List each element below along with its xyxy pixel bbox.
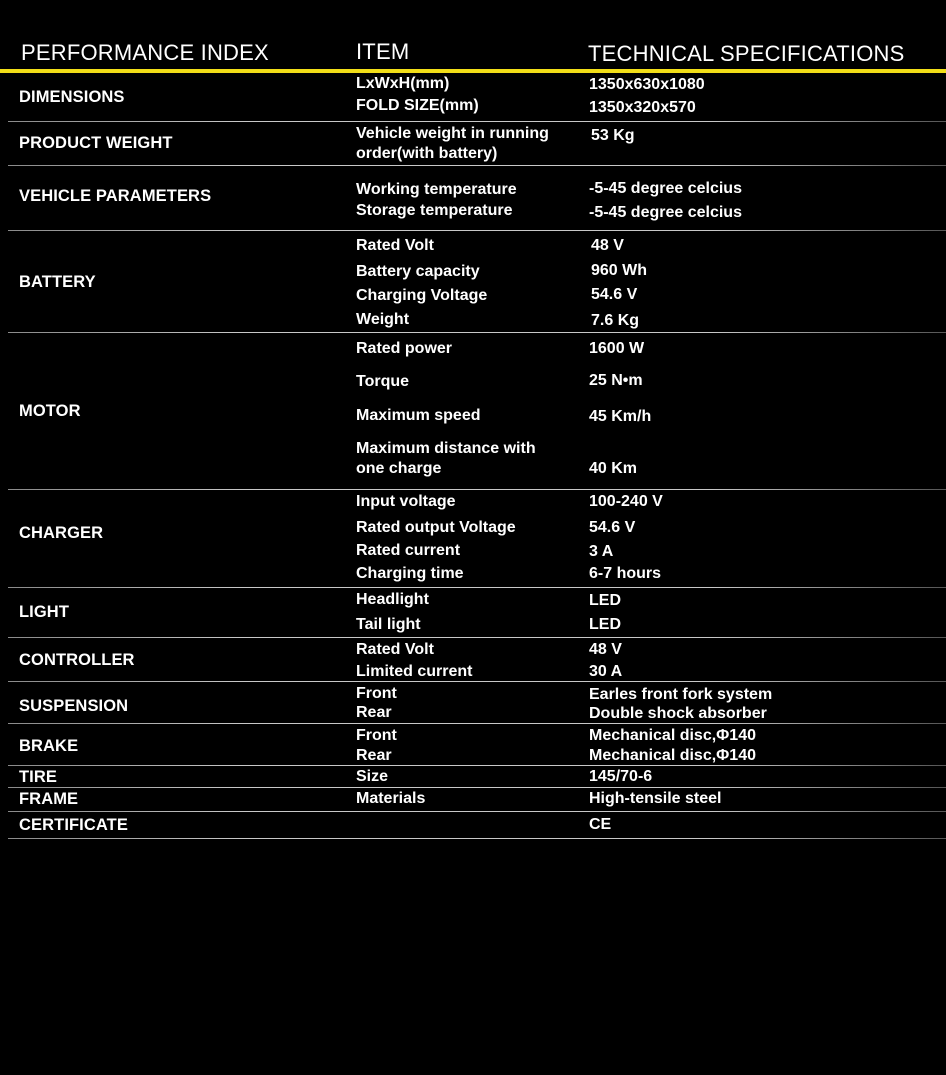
- spec-value: 1600 W: [589, 340, 645, 357]
- header-technical-specifications: TECHNICAL SPECIFICATIONS: [588, 41, 905, 66]
- category-dimensions: DIMENSIONS: [19, 88, 125, 106]
- category-certificate: CERTIFICATE: [19, 816, 128, 834]
- spec-item: Maximum distance with: [356, 440, 536, 457]
- spec-item: Size: [356, 768, 389, 785]
- spec-value: -5-45 degree celcius: [589, 204, 742, 221]
- spec-item: Rear: [356, 747, 392, 764]
- row-separator: [8, 723, 946, 724]
- spec-item: Rated Volt: [356, 237, 434, 254]
- spec-value: 960 Wh: [591, 262, 648, 279]
- spec-value: LED: [589, 616, 621, 633]
- spec-item: Materials: [356, 790, 426, 807]
- spec-value: 30 A: [589, 663, 623, 680]
- spec-value: 48 V: [591, 237, 624, 254]
- spec-value: 145/70-6: [589, 768, 653, 785]
- spec-value: High-tensile steel: [589, 790, 722, 807]
- category-brake: BRAKE: [19, 737, 79, 755]
- spec-value: 54.6 V: [589, 519, 636, 536]
- spec-item: Headlight: [356, 591, 429, 608]
- spec-item: Torque: [356, 373, 410, 390]
- spec-value: 1350x320x570: [589, 99, 696, 116]
- spec-item: Charging Voltage: [356, 287, 488, 304]
- spec-item: Rear: [356, 704, 392, 721]
- spec-item: Front: [356, 727, 397, 744]
- category-charger: CHARGER: [19, 524, 104, 542]
- category-motor: MOTOR: [19, 402, 81, 420]
- spec-item: Maximum speed: [356, 407, 481, 424]
- spec-item: Battery capacity: [356, 263, 480, 280]
- spec-item: Input voltage: [356, 493, 456, 510]
- category-product-weight: PRODUCT WEIGHT: [19, 134, 173, 152]
- spec-item: Working temperature: [356, 181, 517, 198]
- row-separator: [8, 332, 946, 333]
- row-separator: [8, 681, 946, 682]
- header-performance-index: PERFORMANCE INDEX: [21, 40, 269, 65]
- spec-item: Rated output Voltage: [356, 519, 516, 536]
- spec-item: one charge: [356, 460, 442, 477]
- row-separator: [8, 838, 946, 839]
- spec-value: 6-7 hours: [589, 565, 662, 582]
- row-separator: [8, 489, 946, 490]
- spec-value: Double shock absorber: [589, 705, 767, 722]
- spec-value: 25 N•m: [589, 372, 643, 389]
- spec-item: Limited current: [356, 663, 473, 680]
- spec-item: FOLD SIZE(mm): [356, 97, 479, 114]
- spec-item: Rated Volt: [356, 641, 434, 658]
- spec-item: Vehicle weight in running: [356, 125, 549, 142]
- category-suspension: SUSPENSION: [19, 697, 129, 715]
- spec-value: Mechanical disc,Φ140: [589, 727, 756, 744]
- category-vehicle-parameters: VEHICLE PARAMETERS: [19, 187, 212, 205]
- spec-value: 40 Km: [589, 460, 638, 477]
- spec-item: order(with battery): [356, 145, 498, 162]
- spec-value: Earles front fork system: [589, 686, 773, 703]
- category-tire: TIRE: [19, 768, 57, 786]
- spec-value: 3 A: [589, 543, 614, 560]
- spec-item: LxWxH(mm): [356, 75, 450, 92]
- spec-item: Charging time: [356, 565, 464, 582]
- spec-value: 53 Kg: [591, 127, 635, 144]
- row-separator: [8, 165, 946, 166]
- row-separator: [8, 230, 946, 231]
- row-separator: [8, 637, 946, 638]
- spec-value: LED: [589, 592, 621, 609]
- row-separator: [8, 787, 946, 788]
- spec-value: 7.6 Kg: [591, 312, 640, 329]
- category-battery: BATTERY: [19, 273, 96, 291]
- spec-value: 48 V: [589, 641, 622, 658]
- spec-value: 100-240 V: [589, 493, 663, 510]
- spec-item: Weight: [356, 311, 410, 328]
- spec-item: Rated power: [356, 340, 453, 357]
- row-separator: [8, 765, 946, 766]
- row-separator: [8, 811, 946, 812]
- spec-item: Rated current: [356, 542, 461, 559]
- spec-item: Tail light: [356, 616, 421, 633]
- category-frame: FRAME: [19, 790, 79, 808]
- spec-value: -5-45 degree celcius: [589, 180, 742, 197]
- spec-item: Storage temperature: [356, 202, 513, 219]
- spec-value: CE: [589, 816, 612, 833]
- category-light: LIGHT: [19, 603, 69, 621]
- header-accent-rule: [0, 69, 946, 73]
- row-separator: [8, 121, 946, 122]
- category-controller: CONTROLLER: [19, 651, 135, 669]
- row-separator: [8, 587, 946, 588]
- spec-value: 54.6 V: [591, 286, 638, 303]
- spec-value: 1350x630x1080: [589, 76, 705, 93]
- spec-item: Front: [356, 685, 397, 702]
- header-item: ITEM: [356, 39, 410, 64]
- spec-value: 45 Km/h: [589, 408, 652, 425]
- spec-value: Mechanical disc,Φ140: [589, 747, 756, 764]
